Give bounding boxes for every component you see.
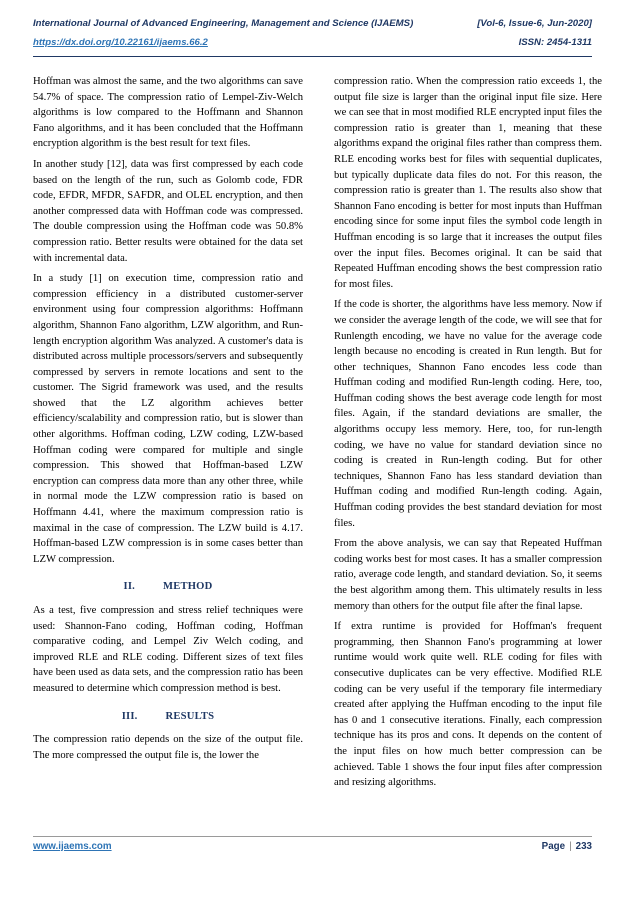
paragraph: In a study [1] on execution time, compression ratio and compression efficiency in a distributed customer-server environment using four compression algorithms: Hoffmann algorithm, Shannon Fano algorithm, LZW algorithm, and Run-length encryption algorithm Was analyzed. A customer's data is distributed across multiple processors/servers and subsequently compressed by servers in remote locations and sent to the customer. The Sigrid framework was used, and the results showed that the LZ algorithm achieves better efficiency/scalability and compression ratio, but is slower than other algorithms. Hoffman coding, LZW coding, LZW-based Hoffman coding were compared for multiple and single compression. This showed that Hoffman-based LZW encryption can compress data more than any other three, while in normal mode the LZW compression ratio is based on Hoffmann 4.41, where the maximum compression ratio is maximal in the case of compression. The LZW build is 4.17. Hoffman-based LZW compression is in some cases better than LZW compression. — [33, 273, 303, 565]
page-separator: | — [569, 841, 572, 852]
footer-divider — [33, 836, 592, 837]
website-link[interactable]: www.ijaems.com — [33, 841, 112, 852]
header-divider — [33, 56, 592, 57]
section-title: RESULTS — [165, 710, 215, 722]
doi-link[interactable]: https://dx.doi.org/10.22161/ijaems.66.2 — [33, 37, 208, 48]
page-header — [33, 14, 592, 52]
paragraph: Hoffman was almost the same, and the two algorithms can save 54.7% of space. The compression ratio of Lempel-Ziv-Welch algorithms is low compared to the Hoffmann and Shannon Fano algorithms, and it has been concluded that the Hoffmann encryption algorithm is the best result for text files. — [33, 76, 303, 150]
section-number: III. — [121, 710, 138, 722]
page-number-value: 233 — [575, 841, 592, 852]
section-number: II. — [123, 581, 136, 593]
paragraph: As a test, five compression and stress relief techniques were used: Shannon-Fano coding, Hoffman coding, Hoffman comparative coding, and Lempel Ziv Welch coding, and improved RLE and RLE coding. Different sizes of text files have been used as data sets, and the compression ratio has been measured to determine which compression method is best. — [33, 605, 303, 694]
left-column — [33, 74, 303, 768]
journal-title: International Journal of Advanced Engineering, Management and Science (IJAEMS) — [33, 18, 414, 29]
section-title: METHOD — [163, 581, 213, 593]
paragraph: In another study [12], data was first compressed by each code based on the length of the run, such as Golomb code, FDR code, EFDR, MFDR, SAFDR, and OLEL encryption, and then another compressed data with Hoffman code was compressed. The double compression using the Hoffman code was 50.8% compression ratio. Better results were obtained for the data set with incremental data. — [33, 158, 303, 264]
section-heading-method — [33, 579, 303, 595]
section-heading-results — [33, 709, 303, 725]
paragraph: If extra runtime is provided for Hoffman's frequent programming, then Shannon Fano's programming at lower runtime would work quite well. RLE coding for files with consecutive duplicates can be very effective. Modified RLE coding can be very useful if the temporary file intermediary created after applying the Huffman encoding to the input file has 0 and 1 consecutive iterations. Finally, each compression technique has its pros and cons. It depends on the content of the input files on how much better compression can be achieved. Table 1 shows the four input files after compression and resizing algorithms. — [334, 621, 602, 789]
paragraph: The compression ratio depends on the size of the output file. The more compressed the output file is, the lower the — [33, 734, 303, 761]
paragraph: From the above analysis, we can say that Repeated Huffman coding works best for most cases. It has a smaller compression ratio, average code length, and standard deviation. So, it seems the best algorithm among them. This ultimately results in less memory than others for the output file after the final lapse. — [334, 538, 602, 612]
right-column — [334, 74, 602, 796]
page-footer — [33, 840, 592, 854]
paragraph: compression ratio. When the compression ratio exceeds 1, the output file size is larger than the original input file size. Here we can see that in most modified RLE encrypted input files the compression ratio is greater than 1, meaning that these algorithms expand the original files rather than compress them. RLE encoding works best for files with sequential duplicates, but typically duplicate data files do not. For this reason, the compression ratio is greater than 1. The results also show that Shannon Fano encoding is better for most inputs than Huffman encoding since for some input files the symbol code length in Huffman encoding is so large that it increases the output files over the input files. Becomes original. It can be said that Repeated Huffman encoding shows the best compression ratio for most files. — [334, 76, 603, 290]
volume-issue: [Vol-6, Issue-6, Jun-2020] — [477, 18, 592, 29]
page-label: Page — [541, 841, 566, 852]
issn: ISSN: 2454-1311 — [518, 37, 592, 48]
page-number — [542, 840, 592, 854]
paragraph: If the code is shorter, the algorithms have less memory. Now if we consider the average length of the code, we will see that for Runlength encoding, we have no value for the average code length because no encoding is created in Run length. But for other techniques, Shannon Fano encodes less code than Huffman coding and modified Run-length coding. Here, too, Huffman coding shows the best average code length for most files. Again, if the standard deviations are smaller, the algorithms occupy less memory. Here, too, for run-length coding, we have no value for standard deviation since no coding is created in Run-length coding. But for other techniques, Shannon Fano has less standard deviation than Huffman coding and modified Run-length coding. Again, Huffman coding provides the best standard deviation for most files. — [334, 299, 602, 529]
